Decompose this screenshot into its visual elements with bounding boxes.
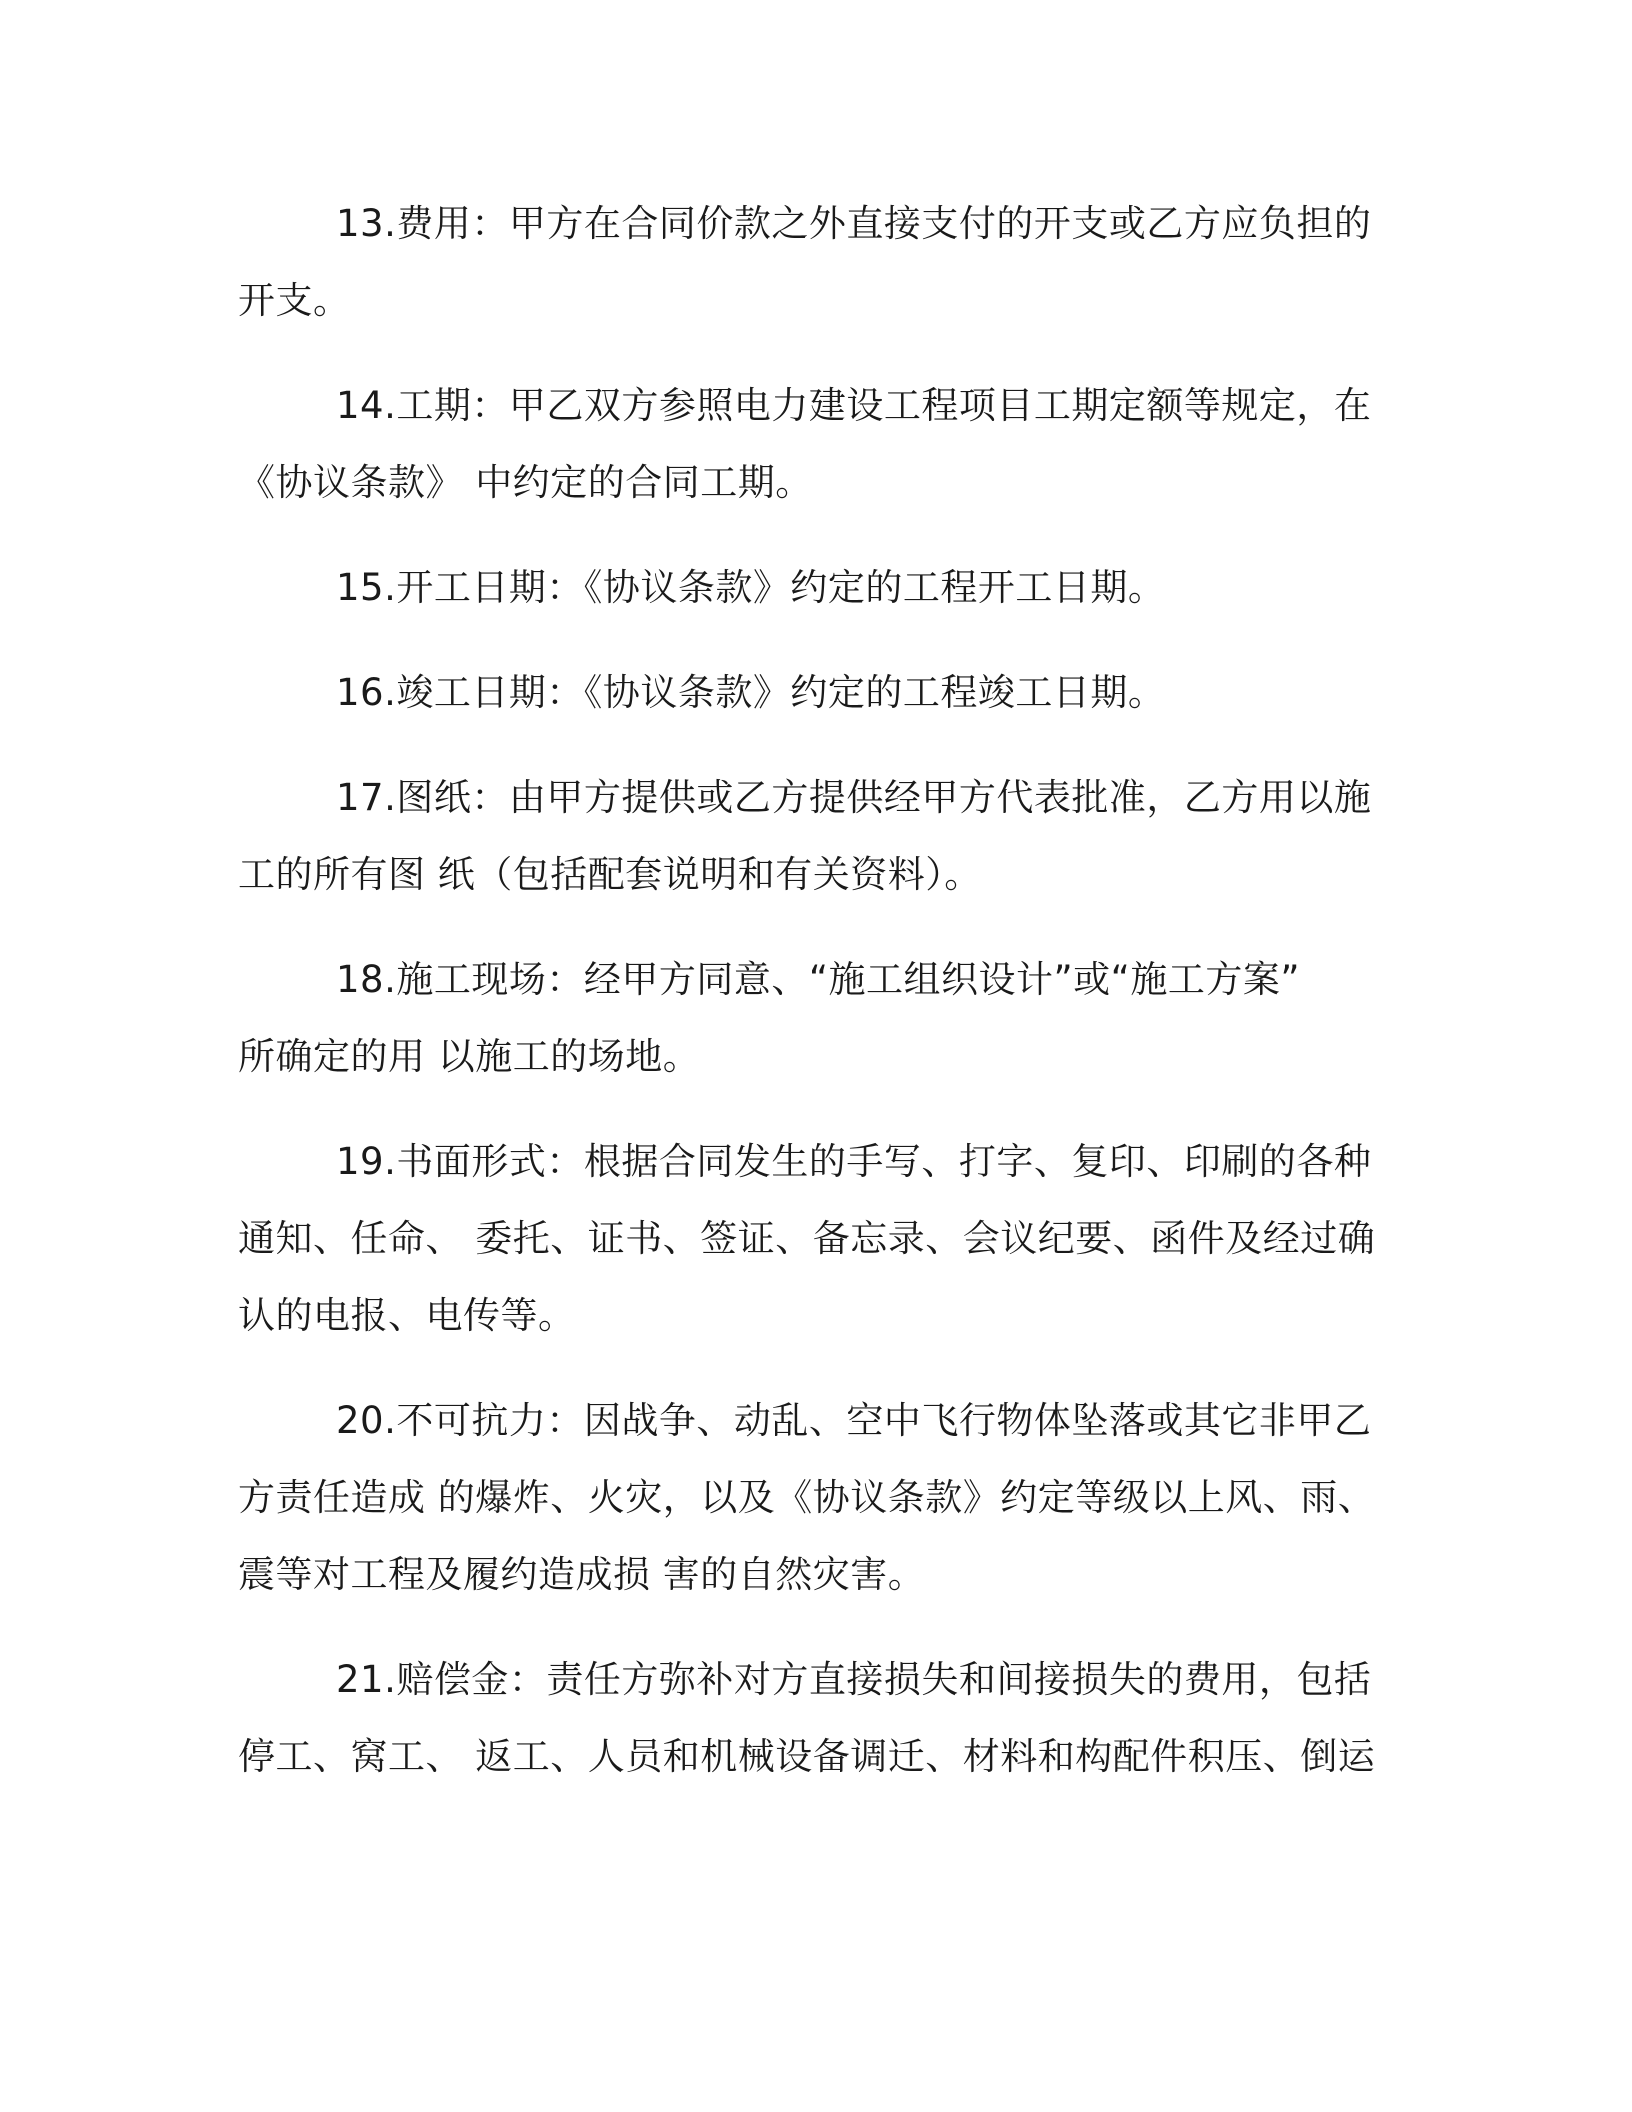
- clause-line: 工的所有图 纸（包括配套说明和有关资料）。: [238, 853, 982, 896]
- clause-line: 21.赔偿金：责任方弥补对方直接损失和间接损失的费用，包括: [336, 1658, 1372, 1701]
- document-body: [238, 185, 1376, 1823]
- clause-16: [238, 654, 1376, 731]
- clause-line: 15.开工日期：《协议条款》约定的工程开工日期。: [336, 566, 1166, 609]
- clause-line: 震等对工程及履约造成损 害的自然灾害。: [238, 1553, 926, 1596]
- clause-line: 14.工期：甲乙双方参照电力建设工程项目工期定额等规定，在: [336, 384, 1372, 427]
- clause-line: 20.不可抗力：因战争、动乱、空中飞行物体坠落或其它非甲乙: [336, 1399, 1372, 1442]
- clause-line: 开支。: [238, 279, 351, 322]
- clause-line: 16.竣工日期：《协议条款》约定的工程竣工日期。: [336, 671, 1166, 714]
- clause-13: [238, 185, 1376, 339]
- clause-19: [238, 1123, 1376, 1354]
- clause-14: [238, 367, 1376, 521]
- clause-line: 18.施工现场：经甲方同意、“施工组织设计”或“施工方案”: [336, 958, 1301, 1001]
- clause-line: 方责任造成 的爆炸、火灾，以及《协议条款》约定等级以上风、雨、: [238, 1476, 1376, 1519]
- clause-line: 19.书面形式：根据合同发生的手写、打字、复印、印刷的各种: [336, 1140, 1372, 1183]
- clause-15: [238, 549, 1376, 626]
- clause-line: 认的电报、电传等。: [238, 1294, 576, 1337]
- clause-20: [238, 1382, 1376, 1613]
- clause-line: 停工、窝工、 返工、人员和机械设备调迁、材料和构配件积压、倒运: [238, 1735, 1376, 1778]
- clause-line: 通知、任命、 委托、证书、签证、备忘录、会议纪要、函件及经过确: [238, 1217, 1376, 1260]
- clause-17: [238, 759, 1376, 913]
- clause-line: 17.图纸：由甲方提供或乙方提供经甲方代表批准，乙方用以施: [336, 776, 1372, 819]
- clause-line: 13.费用：甲方在合同价款之外直接支付的开支或乙方应负担的: [336, 202, 1372, 245]
- clause-line: 所确定的用 以施工的场地。: [238, 1035, 701, 1078]
- clause-18: [238, 941, 1376, 1095]
- clause-21: [238, 1641, 1376, 1795]
- clause-line: 《协议条款》 中约定的合同工期。: [238, 461, 813, 504]
